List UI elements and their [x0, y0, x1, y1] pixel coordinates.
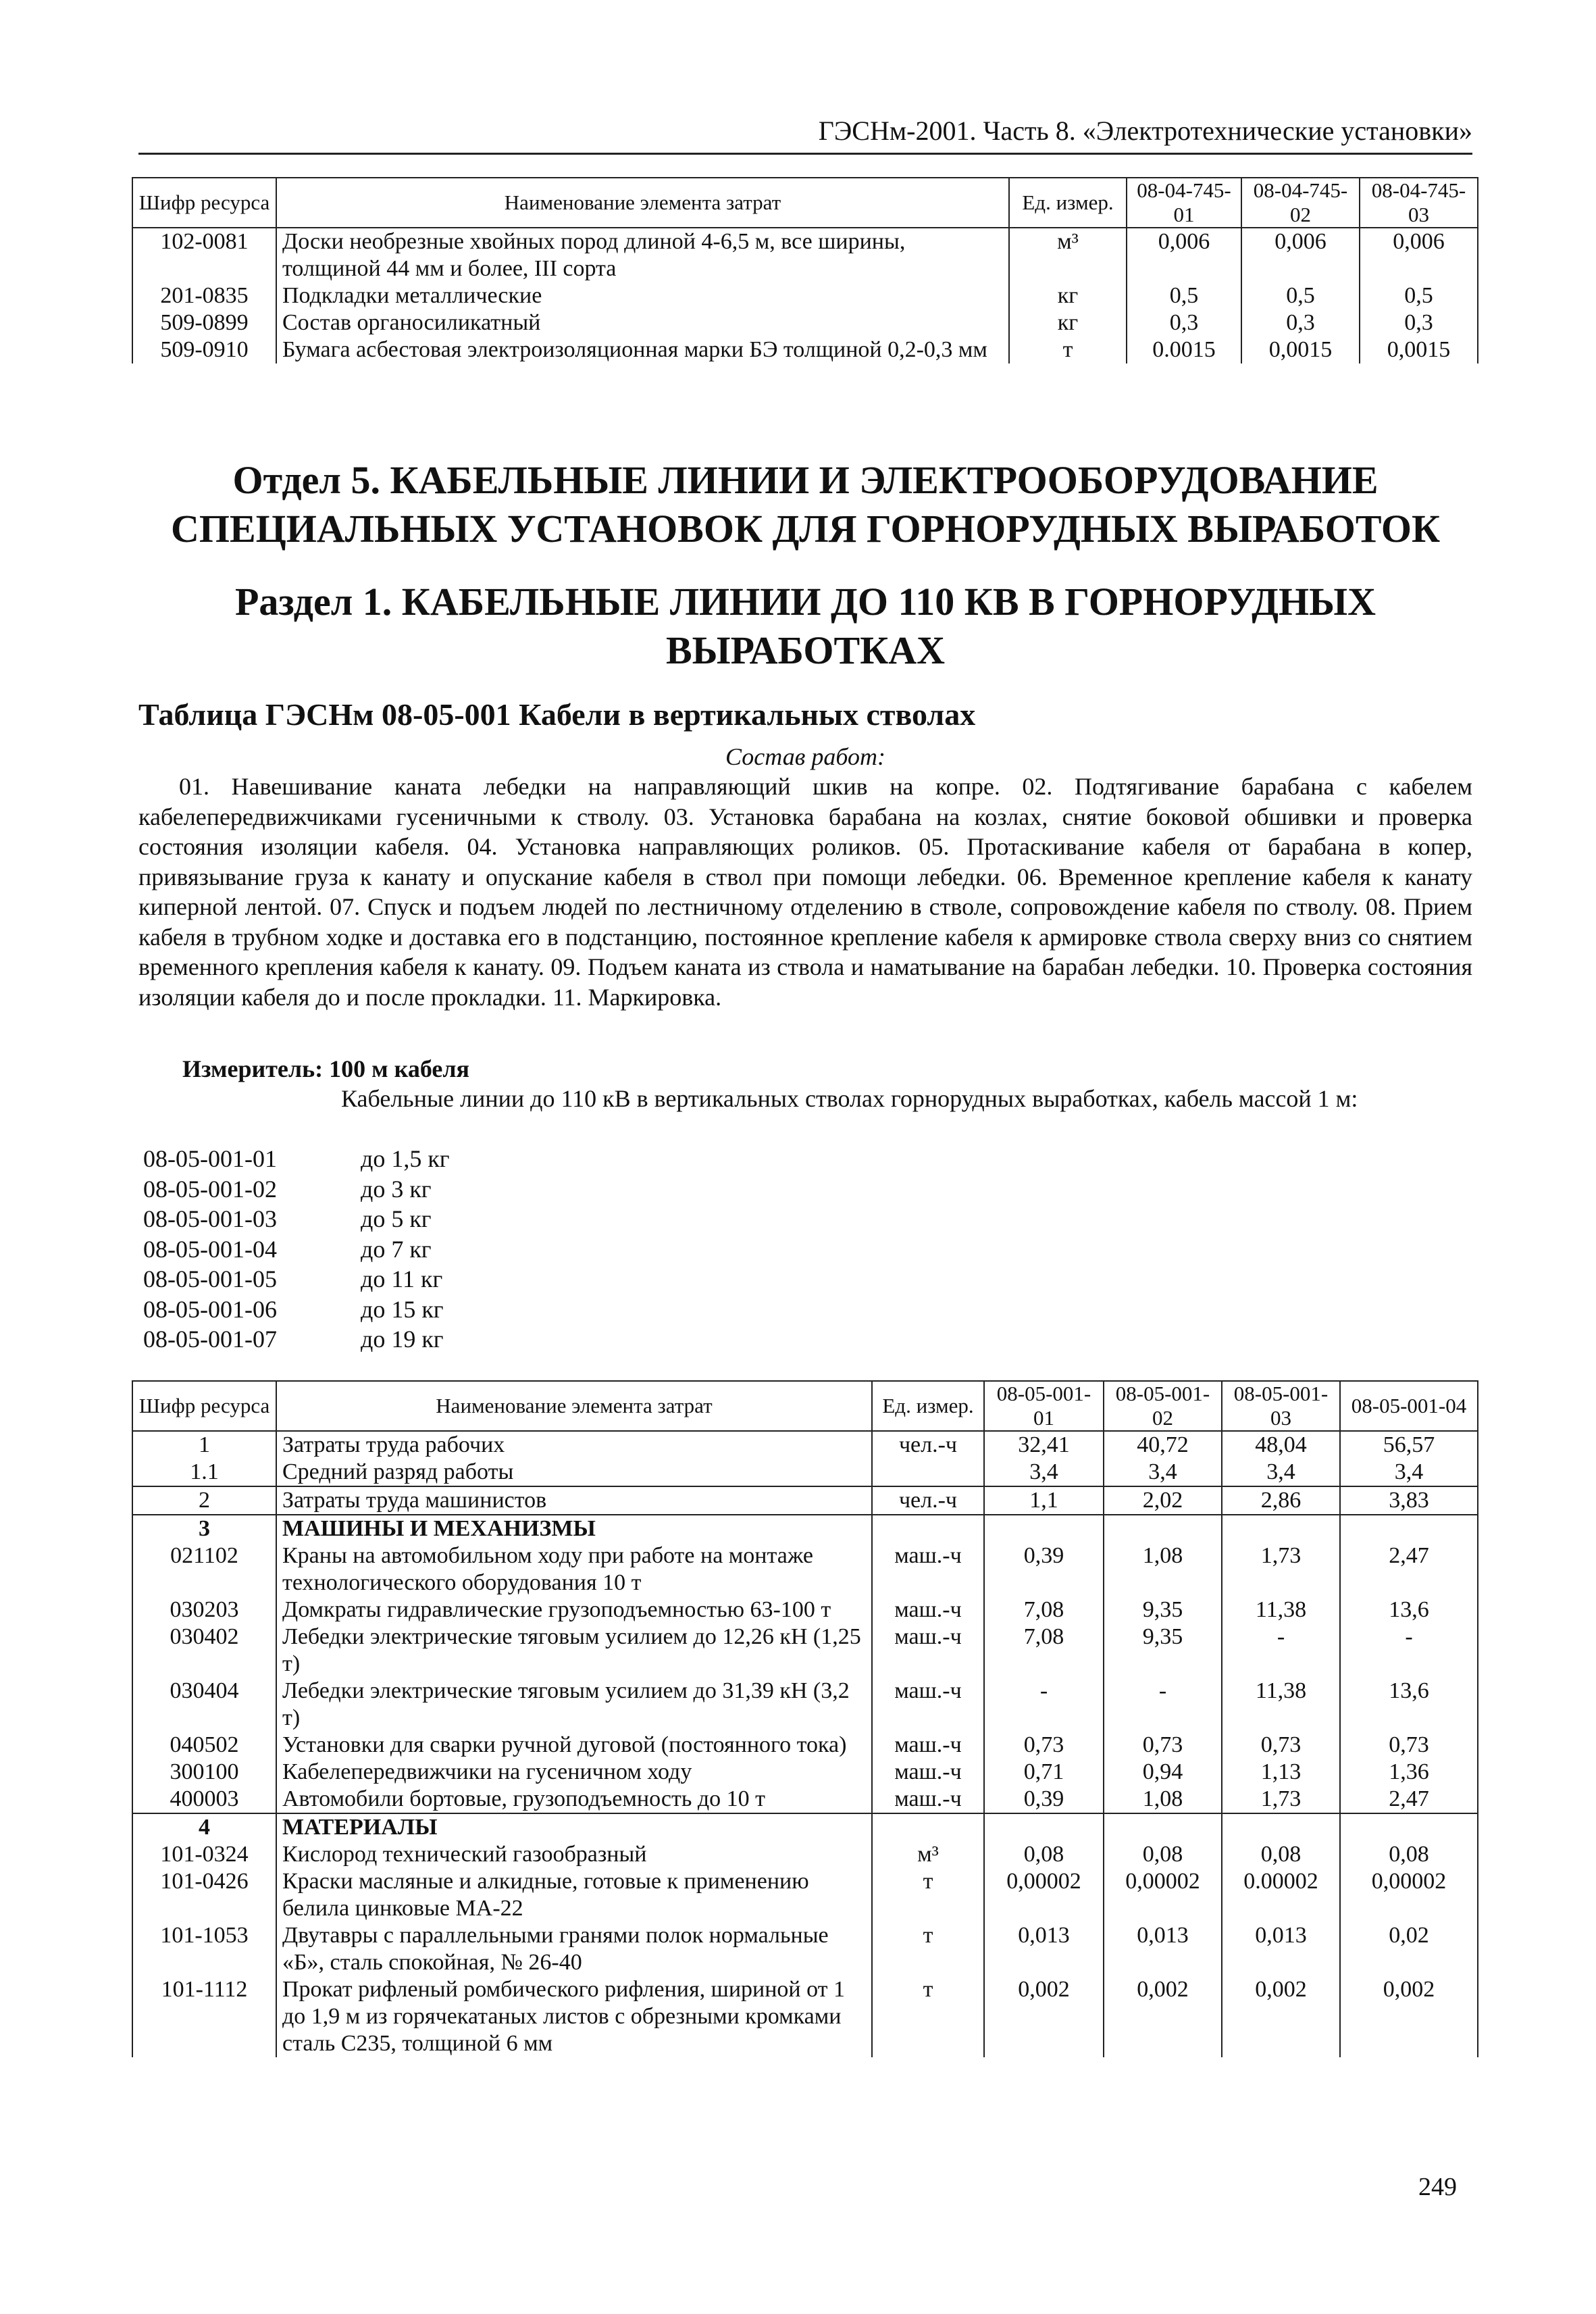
cell-value	[1222, 1813, 1340, 1841]
table-header-row	[132, 178, 1478, 228]
cell-name: МАТЕРИАЛЫ	[276, 1813, 872, 1841]
norm-description: до 19 кг	[361, 1326, 444, 1353]
cell-unit	[872, 1459, 984, 1486]
section-heading: Раздел 1. КАБЕЛЬНЫЕ ЛИНИИ ДО 110 КВ В ГОРНОРУДНЫХ ВЫРАБОТКАХ	[234, 580, 1376, 672]
cell-unit: т	[872, 1922, 984, 1976]
cell-value: 11,38	[1222, 1596, 1340, 1624]
cell-unit: кг	[1009, 309, 1127, 336]
cell-code: 102-0081	[132, 228, 276, 282]
cell-code: 400003	[132, 1786, 276, 1813]
table-row	[132, 1732, 1478, 1759]
cell-unit	[872, 1813, 984, 1841]
cell-code: 030203	[132, 1596, 276, 1624]
norm-code: 08-05-001-06	[143, 1295, 277, 1323]
page-number: 249	[1418, 2173, 1457, 2201]
cell-value: 2,02	[1104, 1486, 1222, 1515]
cell-value: 0,02	[1340, 1922, 1478, 1976]
resource-table-continued	[132, 177, 1478, 363]
norm-item	[143, 1264, 450, 1294]
table-row	[132, 228, 1478, 282]
norm-code: 08-05-001-03	[143, 1205, 277, 1232]
cell-value: 2,47	[1340, 1542, 1478, 1596]
meter-line: Измеритель: 100 м кабеля	[182, 1055, 470, 1082]
cell-value: 0.00002	[1222, 1868, 1340, 1922]
cell-value: 2,47	[1340, 1786, 1478, 1813]
norm-code: 08-05-001-04	[143, 1235, 277, 1263]
cell-value: 0,39	[984, 1542, 1104, 1596]
cell-name: Лебедки электрические тяговым усилием до 31,39 кН (3,2 т)	[276, 1678, 872, 1732]
cell-value: 1,08	[1104, 1786, 1222, 1813]
cell-name: Установки для сварки ручной дуговой (постоянного тока)	[276, 1732, 872, 1759]
cell-value: 0,0015	[1360, 336, 1478, 363]
cell-value: 0,00002	[1340, 1868, 1478, 1922]
cell-value: 40,72	[1104, 1431, 1222, 1459]
cell-value: 0,08	[1222, 1841, 1340, 1868]
table-row	[132, 1431, 1478, 1459]
cell-value: 0,3	[1241, 309, 1360, 336]
norm-item	[143, 1324, 450, 1355]
cell-unit: чел.-ч	[872, 1431, 984, 1459]
table-row	[132, 1542, 1478, 1596]
header-col-2: 08-04-745-02	[1241, 178, 1360, 228]
cell-value: 0,08	[1104, 1841, 1222, 1868]
header-name: Наименование элемента затрат	[276, 1381, 872, 1431]
table-row	[132, 336, 1478, 363]
cell-value: 0,3	[1360, 309, 1478, 336]
header-code: Шифр ресурса	[132, 1381, 276, 1431]
cell-value: 1,36	[1340, 1759, 1478, 1786]
cell-value: 3,4	[984, 1459, 1104, 1486]
cell-unit	[872, 1515, 984, 1542]
cell-value: 9,35	[1104, 1624, 1222, 1678]
cell-value: 0,3	[1127, 309, 1241, 336]
table-row	[132, 1813, 1478, 1841]
cell-code: 021102	[132, 1542, 276, 1596]
header-col-3: 08-05-001-03	[1222, 1381, 1340, 1431]
cell-unit: маш.-ч	[872, 1759, 984, 1786]
table-row	[132, 282, 1478, 309]
table-heading: Таблица ГЭСНм 08-05-001 Кабели в вертикальных стволах	[138, 697, 976, 732]
norm-code: 08-05-001-02	[143, 1175, 277, 1203]
cell-value: 13,6	[1340, 1678, 1478, 1732]
running-head: ГЭСНм-2001. Часть 8. «Электротехнические установки»	[138, 115, 1472, 155]
norm-description: до 3 кг	[361, 1175, 432, 1203]
cell-value: -	[1104, 1678, 1222, 1732]
cell-code: 040502	[132, 1732, 276, 1759]
cell-code: 509-0899	[132, 309, 276, 336]
table-row	[132, 1976, 1478, 2057]
table-row	[132, 1486, 1478, 1515]
cell-unit: маш.-ч	[872, 1678, 984, 1732]
cell-value: 2,86	[1222, 1486, 1340, 1515]
resource-table	[132, 1380, 1478, 2057]
cell-value: 0,08	[1340, 1841, 1478, 1868]
cell-name: Кабелепередвижчики на гусеничном ходу	[276, 1759, 872, 1786]
cell-value	[984, 1515, 1104, 1542]
cell-code: 101-1053	[132, 1922, 276, 1976]
cell-value: 0,013	[1104, 1922, 1222, 1976]
norm-item	[143, 1174, 450, 1205]
cell-value: 48,04	[1222, 1431, 1340, 1459]
cell-value: 1,13	[1222, 1759, 1340, 1786]
table-row	[132, 1596, 1478, 1624]
cell-value: 0,39	[984, 1786, 1104, 1813]
cell-value: 0,73	[1340, 1732, 1478, 1759]
table-row	[132, 309, 1478, 336]
cell-name: Краны на автомобильном ходу при работе на монтаже технологического оборудования 10 т	[276, 1542, 872, 1596]
cell-name: Автомобили бортовые, грузоподъемность до 10 т	[276, 1786, 872, 1813]
cell-value: 0,00002	[984, 1868, 1104, 1922]
cell-value: 0,006	[1127, 228, 1241, 282]
cell-value: -	[984, 1678, 1104, 1732]
cell-code: 201-0835	[132, 282, 276, 309]
norm-description: до 15 кг	[361, 1295, 444, 1323]
norm-item	[143, 1204, 450, 1234]
norm-description: до 7 кг	[361, 1235, 432, 1263]
table-header-row	[132, 1381, 1478, 1431]
cell-unit: чел.-ч	[872, 1486, 984, 1515]
cell-name: Затраты труда машинистов	[276, 1486, 872, 1515]
cell-value: 1,73	[1222, 1542, 1340, 1596]
cable-caption: Кабельные линии до 110 кВ в вертикальных стволах горнорудных выработках, кабель массой 1 м:	[341, 1085, 1358, 1112]
cell-value: 1,73	[1222, 1786, 1340, 1813]
table-row	[132, 1515, 1478, 1542]
cell-unit: маш.-ч	[872, 1786, 984, 1813]
header-col-4: 08-05-001-04	[1340, 1381, 1478, 1431]
cell-unit: кг	[1009, 282, 1127, 309]
cell-code: 2	[132, 1486, 276, 1515]
cell-value: 9,35	[1104, 1596, 1222, 1624]
cell-value: 0,002	[1104, 1976, 1222, 2057]
cell-value: 0,013	[984, 1922, 1104, 1976]
cell-name: Двутавры с параллельными гранями полок нормальные «Б», сталь спокойная, № 26-40	[276, 1922, 872, 1976]
cell-value: 0,0015	[1241, 336, 1360, 363]
cell-value: 11,38	[1222, 1678, 1340, 1732]
header-col-1: 08-05-001-01	[984, 1381, 1104, 1431]
cell-value	[1104, 1515, 1222, 1542]
cell-value: 0,5	[1360, 282, 1478, 309]
cell-value: 0,73	[1222, 1732, 1340, 1759]
cell-value: 1,08	[1104, 1542, 1222, 1596]
cell-code: 509-0910	[132, 336, 276, 363]
cell-value: 0,5	[1241, 282, 1360, 309]
work-composition-text: 01. Навешивание каната лебедки на направляющий шкив на копре. 02. Подтягивание барабана с кабелем кабелепередвижчиками гусеничными к стволу. 03. Установка барабана на козлах, снятие боковой обшивки и проверка состояния изоляции кабеля. 04. Установка направляющих роликов. 05. Протаскивание кабеля от барабана в копер, привязывание груза к канату и опускание кабеля в ствол при помощи лебедки. 06. Временное крепление кабеля к канату киперной лентой. 07. Спуск и подъем людей по лестничному отделению в стволе, сопровождение кабеля по стволу. 08. Прием кабеля в трубном ходке и доставка его в подстанцию, постоянное крепление кабеля к армировке ствола сверху вниз со снятием временного крепления кабеля к канату. 09. Подъем каната из ствола и наматывание на барабан лебедки. 10. Проверка состояния изоляции кабеля до и после прокладки. 11. Маркировка.	[138, 773, 1472, 1011]
cell-value: 3,83	[1340, 1486, 1478, 1515]
cell-name: Лебедки электрические тяговым усилием до 12,26 кН (1,25 т)	[276, 1624, 872, 1678]
cell-unit: м³	[872, 1841, 984, 1868]
header-unit: Ед. измер.	[1009, 178, 1127, 228]
cell-code: 3	[132, 1515, 276, 1542]
cell-name: Затраты труда рабочих	[276, 1431, 872, 1459]
norm-code: 08-05-001-05	[143, 1265, 277, 1292]
cell-value: 0,002	[1340, 1976, 1478, 2057]
cell-value	[1340, 1515, 1478, 1542]
cell-value: 0,73	[984, 1732, 1104, 1759]
norm-code-list	[143, 1144, 450, 1355]
norm-item	[143, 1144, 450, 1174]
table-row	[132, 1922, 1478, 1976]
header-unit: Ед. измер.	[872, 1381, 984, 1431]
cell-value: 3,4	[1104, 1459, 1222, 1486]
work-composition-title: Состав работ:	[725, 743, 885, 770]
cell-name: Средний разряд работы	[276, 1459, 872, 1486]
table-row	[132, 1459, 1478, 1486]
cell-value: 0,002	[984, 1976, 1104, 2057]
cell-value	[1340, 1813, 1478, 1841]
cell-value: 1,1	[984, 1486, 1104, 1515]
cell-value: 0,71	[984, 1759, 1104, 1786]
norm-description: до 11 кг	[361, 1265, 443, 1292]
cell-value: 7,08	[984, 1624, 1104, 1678]
cell-value: 0.0015	[1127, 336, 1241, 363]
cell-unit: маш.-ч	[872, 1624, 984, 1678]
cell-code: 030404	[132, 1678, 276, 1732]
cell-value: 0,94	[1104, 1759, 1222, 1786]
cell-value	[1222, 1515, 1340, 1542]
norm-description: до 5 кг	[361, 1205, 432, 1232]
cell-name: Краски масляные и алкидные, готовые к применению белила цинковые МА-22	[276, 1868, 872, 1922]
cell-value: 13,6	[1340, 1596, 1478, 1624]
cell-value: 0,73	[1104, 1732, 1222, 1759]
norm-code: 08-05-001-01	[143, 1145, 277, 1172]
cell-value: 0,013	[1222, 1922, 1340, 1976]
norm-description: до 1,5 кг	[361, 1145, 450, 1172]
cell-value: 0,006	[1360, 228, 1478, 282]
cell-value: 7,08	[984, 1596, 1104, 1624]
cell-code: 101-0426	[132, 1868, 276, 1922]
cell-code: 030402	[132, 1624, 276, 1678]
cell-name: Бумага асбестовая электроизоляционная марки БЭ толщиной 0,2-0,3 мм	[276, 336, 1009, 363]
header-name: Наименование элемента затрат	[276, 178, 1009, 228]
cell-name: Подкладки металлические	[276, 282, 1009, 309]
cell-unit: т	[1009, 336, 1127, 363]
cell-value: 0,00002	[1104, 1868, 1222, 1922]
cell-code: 300100	[132, 1759, 276, 1786]
table-row	[132, 1624, 1478, 1678]
cell-code: 101-0324	[132, 1841, 276, 1868]
cell-value: -	[1340, 1624, 1478, 1678]
cell-name: Доски необрезные хвойных пород длиной 4-6,5 м, все ширины, толщиной 44 мм и более, III сорта	[276, 228, 1009, 282]
cell-unit: т	[872, 1976, 984, 2057]
cell-value: 0,002	[1222, 1976, 1340, 2057]
header-col-1: 08-04-745-01	[1127, 178, 1241, 228]
cell-name: Прокат рифленый ромбического рифления, шириной от 1 до 1,9 м из горячекатаных листов с обрезными кромками сталь С235, толщиной 6 мм	[276, 1976, 872, 2057]
cell-name: Состав органосиликатный	[276, 309, 1009, 336]
cell-code: 1.1	[132, 1459, 276, 1486]
norm-code: 08-05-001-07	[143, 1326, 277, 1353]
cell-value: 0,006	[1241, 228, 1360, 282]
cell-code: 101-1112	[132, 1976, 276, 2057]
department-heading: Отдел 5. КАБЕЛЬНЫЕ ЛИНИИ И ЭЛЕКТРООБОРУДОВАНИЕ СПЕЦИАЛЬНЫХ УСТАНОВОК ДЛЯ ГОРНОРУДНЫХ ВЫРАБОТОК	[171, 458, 1440, 551]
header-col-3: 08-04-745-03	[1360, 178, 1478, 228]
cell-name: МАШИНЫ И МЕХАНИЗМЫ	[276, 1515, 872, 1542]
cell-code: 4	[132, 1813, 276, 1841]
table-row	[132, 1678, 1478, 1732]
cell-value: 0,08	[984, 1841, 1104, 1868]
cell-value: 3,4	[1340, 1459, 1478, 1486]
table-row	[132, 1868, 1478, 1922]
cell-value: 56,57	[1340, 1431, 1478, 1459]
cell-unit: маш.-ч	[872, 1596, 984, 1624]
cell-unit: маш.-ч	[872, 1732, 984, 1759]
cell-value: 3,4	[1222, 1459, 1340, 1486]
cell-name: Кислород технический газообразный	[276, 1841, 872, 1868]
header-col-2: 08-05-001-02	[1104, 1381, 1222, 1431]
norm-item	[143, 1294, 450, 1325]
cell-value	[984, 1813, 1104, 1841]
cell-value	[1104, 1813, 1222, 1841]
cell-name: Домкраты гидравлические грузоподъемностью 63-100 т	[276, 1596, 872, 1624]
table-row	[132, 1759, 1478, 1786]
cell-value: 32,41	[984, 1431, 1104, 1459]
cell-code: 1	[132, 1431, 276, 1459]
cell-unit: маш.-ч	[872, 1542, 984, 1596]
table-row	[132, 1841, 1478, 1868]
cell-value: 0,5	[1127, 282, 1241, 309]
cell-unit: т	[872, 1868, 984, 1922]
cell-unit: м³	[1009, 228, 1127, 282]
norm-item	[143, 1234, 450, 1265]
table-row	[132, 1786, 1478, 1813]
cell-value: -	[1222, 1624, 1340, 1678]
header-code: Шифр ресурса	[132, 178, 276, 228]
